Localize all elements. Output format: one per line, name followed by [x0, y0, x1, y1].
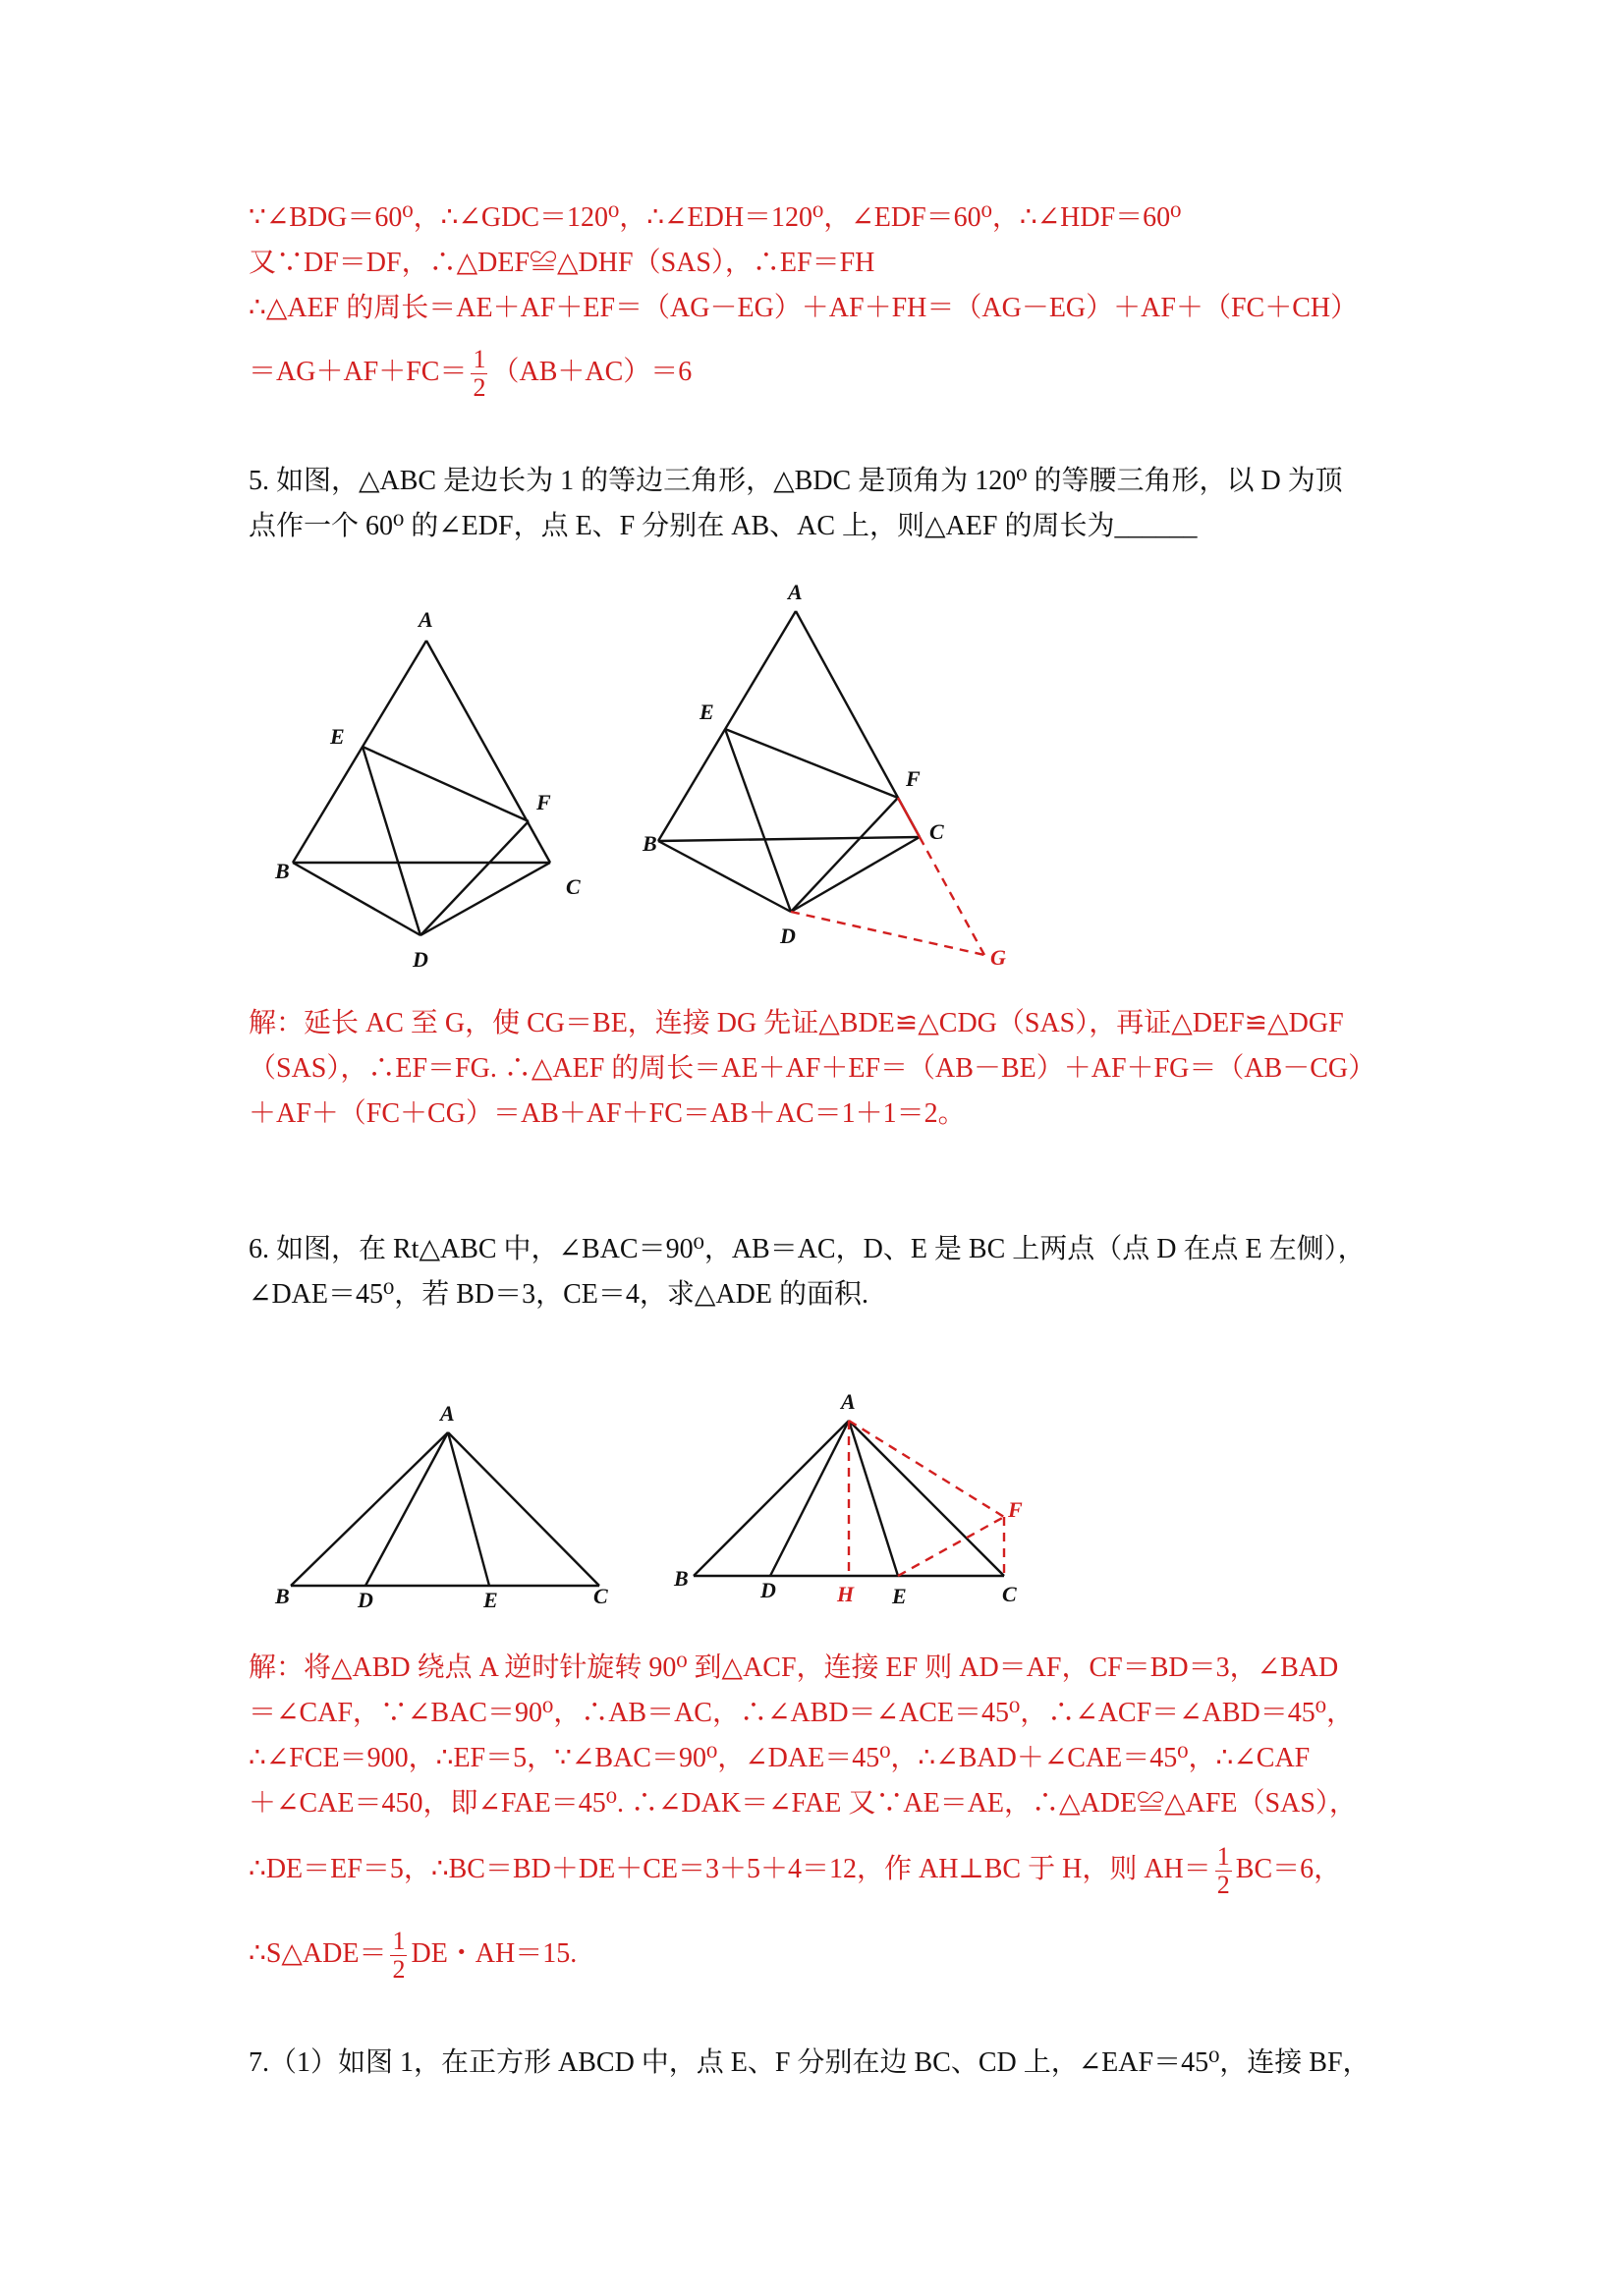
question-6-solution-with-fraction	[249, 1928, 577, 1984]
segment-cd	[791, 837, 920, 912]
formula-text: BC＝6，	[1235, 1853, 1342, 1884]
label-c: C	[929, 819, 944, 844]
segment-bc	[658, 837, 920, 841]
q5-figure-1-labels	[274, 607, 581, 972]
segment-ae	[448, 1432, 489, 1586]
label-a: A	[440, 1401, 455, 1426]
segment-cd	[420, 863, 550, 935]
formula-text: ∴DE＝EF＝5，∴BC＝BD＋DE＋CE＝3＋5＋4＝12，作 AH⊥BC 于 H，则 AH＝	[249, 1853, 1211, 1884]
formula-text: DE・AH＝15.	[411, 1937, 578, 1969]
segment-ab	[694, 1421, 849, 1576]
segment-dg	[791, 912, 984, 955]
question-5-solution: 解：延长 AC 至 G，使 CG＝BE，连接 DG 先证△BDE≌△CDG（SAS），再证△DEF≌△DGF	[249, 1008, 1344, 1038]
segment-ed	[725, 729, 791, 912]
label-c: C	[566, 874, 581, 899]
question-6-solution: 解：将△ABD 绕点 A 逆时针旋转 90⁰ 到△ACF，连接 EF 则 AD＝AF，CF＝BD＝3，∠BAD	[249, 1652, 1339, 1683]
question-6-solution-with-fraction	[249, 1843, 1341, 1899]
segment-cg	[920, 837, 984, 955]
label-f: F	[906, 766, 921, 791]
segment-ef	[363, 747, 529, 821]
q6-figure-1-labels	[274, 1401, 608, 1612]
label-b: B	[674, 1566, 689, 1591]
segment-ad	[770, 1421, 849, 1576]
question-6-solution: ＝∠CAF，∵∠BAC＝90⁰，∴AB＝AC，∴∠ABD＝∠ACE＝45⁰，∴∠ACF＝∠ABD＝45⁰，	[249, 1698, 1354, 1728]
formula-text: （AB＋AC）＝6	[491, 356, 693, 387]
segment-bd	[658, 841, 791, 912]
segment-af	[849, 1421, 1004, 1517]
solution-line: ∴△AEF 的周长＝AE＋AF＋EF＝（AG－EG）＋AF＋FH＝（AG－EG）＋AF＋（FC＋CH）	[249, 293, 1359, 323]
q5-figure-2	[658, 611, 920, 912]
segment-ac	[849, 1421, 1004, 1576]
segment-ef	[725, 729, 898, 798]
question-7-text: 7.（1）如图 1，在正方形 ABCD 中，点 E、F 分别在边 BC、CD 上，∠EAF＝45⁰，连接 BF，	[249, 2047, 1371, 2078]
label-f: F	[536, 790, 551, 814]
solution-line: 又∵DF＝DF，∴△DEF≌△DHF（SAS），∴EF＝FH	[249, 248, 875, 278]
segment-ab	[291, 1432, 448, 1586]
formula-text: ∴S△ADE＝	[249, 1937, 387, 1969]
label-h: H	[837, 1582, 855, 1606]
segment-fd	[420, 821, 529, 935]
fraction: $\frac{1}{2}$	[1216, 1842, 1230, 1899]
segment-ac	[448, 1432, 599, 1586]
label-a: A	[841, 1389, 856, 1414]
label-d: D	[780, 924, 796, 948]
label-c: C	[593, 1584, 608, 1608]
formula-text: ＝AG＋AF＋FC＝	[249, 356, 468, 387]
label-g: G	[990, 945, 1006, 970]
label-d: D	[760, 1578, 776, 1602]
question-5-solution: ＋AF＋（FC＋CG）＝AB＋AF＋FC＝AB＋AC＝1＋1＝2。	[249, 1098, 966, 1129]
label-c: C	[1002, 1582, 1017, 1606]
label-b: B	[643, 831, 657, 856]
label-d: D	[413, 947, 428, 972]
q5-figure-2-labels	[642, 580, 1006, 970]
label-b: B	[275, 859, 290, 883]
question-6-text: 6. 如图，在 Rt△ABC 中，∠BAC＝90⁰，AB＝AC，D、E 是 BC 上两点（点 D 在点 E 左侧），	[249, 1234, 1366, 1264]
label-a: A	[788, 580, 803, 604]
question-5-text: 点作一个 60⁰ 的∠EDF，点 E、F 分别在 AB、AC 上，则△AEF 的周长为______	[249, 511, 1198, 541]
segment-fc-highlight	[898, 798, 920, 837]
segment-ab	[293, 641, 426, 863]
label-e: E	[892, 1584, 907, 1608]
question-6-text: ∠DAE＝45⁰，若 BD＝3，CE＝4，求△ADE 的面积.	[249, 1279, 868, 1310]
question-5-solution: （SAS），∴EF＝FG. ∴△AEF 的周长＝AE＋AF＋EF＝（AB－BE）＋AF＋FG＝（AB－CG）	[249, 1053, 1376, 1084]
question-6-solution: ＋∠CAE＝450，即∠FAE＝45⁰. ∴∠DAK＝∠FAE 又∵AE＝AE，∴△ADE≌△AFE（SAS），	[249, 1788, 1357, 1819]
segment-ab	[658, 611, 796, 841]
label-d: D	[358, 1588, 373, 1612]
fraction: $\frac{1}{2}$	[392, 1927, 406, 1984]
segment-ac	[426, 641, 550, 863]
label-f: F	[1008, 1497, 1023, 1522]
segment-ad	[365, 1432, 448, 1586]
label-e: E	[483, 1588, 498, 1612]
q5-figure-1	[293, 641, 550, 935]
segment-fd	[791, 798, 898, 912]
q6-figure-1	[291, 1432, 599, 1586]
label-a: A	[419, 607, 433, 632]
segment-ef	[898, 1517, 1004, 1576]
label-b: B	[275, 1584, 290, 1608]
question-5-text: 5. 如图，△ABC 是边长为 1 的等边三角形，△BDC 是顶角为 120⁰ 的等腰三角形，以 D 为顶	[249, 466, 1343, 496]
label-e: E	[330, 724, 345, 749]
question-6-solution: ∴∠FCE＝900，∴EF＝5，∵∠BAC＝90⁰，∠DAE＝45⁰，∴∠BAD＋∠CAE＝45⁰，∴∠CAF	[249, 1743, 1311, 1773]
fraction: $\frac{1}{2}$	[473, 345, 486, 402]
label-e: E	[700, 700, 714, 724]
solution-line: ∵∠BDG＝60⁰，∴∠GDC＝120⁰，∴∠EDH＝120⁰，∠EDF＝60⁰，∴∠HDF＝60⁰	[249, 202, 1182, 233]
